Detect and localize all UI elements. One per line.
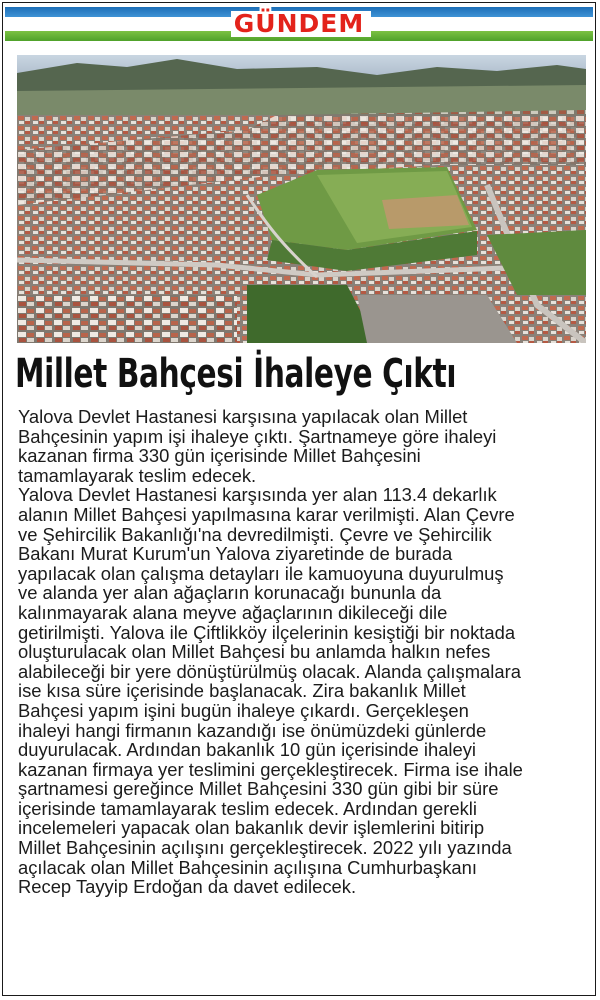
- article-body-line: Millet Bahçesinin açılışını gerçekleştirecek. 2022 yılı yazında: [18, 837, 512, 859]
- article-body-line: içerisinde tamamlayarak teslim edecek. Ardından gerekli: [18, 797, 477, 819]
- article-body-line: ihaleyi hangi firmanın kazandığı ise önümüzdeki günlerde: [18, 719, 487, 741]
- section-header: [3, 3, 595, 46]
- article-body-line: Yalova Devlet Hastanesi karşısına yapılacak olan Millet: [18, 406, 468, 427]
- article-body-line: tamamlayarak teslim edecek.: [18, 464, 257, 486]
- article-body-line: oluşturulacak olan Millet Bahçesi bu anlamda halkın nefes: [18, 641, 491, 663]
- article-body: [18, 407, 593, 897]
- article-body-line: ve alanda yer alan ağaçların korunacağı bununla da: [18, 582, 442, 604]
- article-body-line: duyurulacak. Ardından bakanlık 10 gün içerisinde ihaleyi: [18, 739, 477, 761]
- article-body-line: şartnamesi gereğince Millet Bahçesini 330 gün gibi bir süre: [18, 778, 499, 800]
- article-body-line: alanın Millet Bahçesi yapılmasına karar verilmişti. Alan Çevre: [18, 503, 515, 525]
- article-body-line: yapılacak olan çalışma detayları ile kamuoyuna duyurulmuş: [18, 562, 504, 584]
- article-body-line: getirilmişti. Yalova ile Çiftlikköy ilçelerinin kesiştiği bir noktada: [18, 621, 516, 643]
- article-body-line: açılacak olan Millet Bahçesinin açılışına Cumhurbaşkanı: [18, 856, 477, 878]
- article-body-line: incelemeleri yapacak olan bakanlık devir işlemlerini bitirip: [18, 817, 485, 839]
- article-body-line: Bakanı Murat Kurum'un Yalova ziyaretinde de burada: [18, 543, 453, 565]
- article-body-line: ise kısa süre içerisinde başlanacak. Zira bakanlık Millet: [18, 680, 466, 702]
- article-body-line: kazanan firma 330 gün içerisinde Millet Bahçesini: [18, 445, 421, 467]
- aerial-city-photo-icon: [17, 55, 586, 343]
- article-body-line: Bahçesi yapım işini bugün ihaleye çıkardı. Gerçekleşen: [18, 699, 469, 721]
- article-headline: Millet Bahçesi İhaleye Çıktı: [15, 351, 457, 397]
- article-body-line: ve Şehircilik Bakanlığı'na devredilmişti. Çevre ve Şehircilik: [18, 523, 492, 545]
- article-body-line: Yalova Devlet Hastanesi karşısında yer alan 113.4 dekarlık: [18, 484, 497, 506]
- newspaper-clipping: [2, 2, 596, 996]
- article-body-line: alabileceği bir yere dönüştürülmüş olacak. Alanda çalışmalara: [18, 660, 521, 682]
- article-body-line: Bahçesinin yapım işi ihaleye çıktı. Şartnameye göre ihaleyi: [18, 425, 497, 447]
- article-body-line: Recep Tayyip Erdoğan da davet edilecek.: [18, 876, 357, 898]
- article-body-line: kalınmayarak alana meyve ağaçlarının dikileceği dile: [18, 601, 448, 623]
- section-title: GÜNDEM: [233, 9, 365, 38]
- article-body-line: kazanan firmaya yer teslimini gerçekleştirecek. Firma ise ihale: [18, 758, 523, 780]
